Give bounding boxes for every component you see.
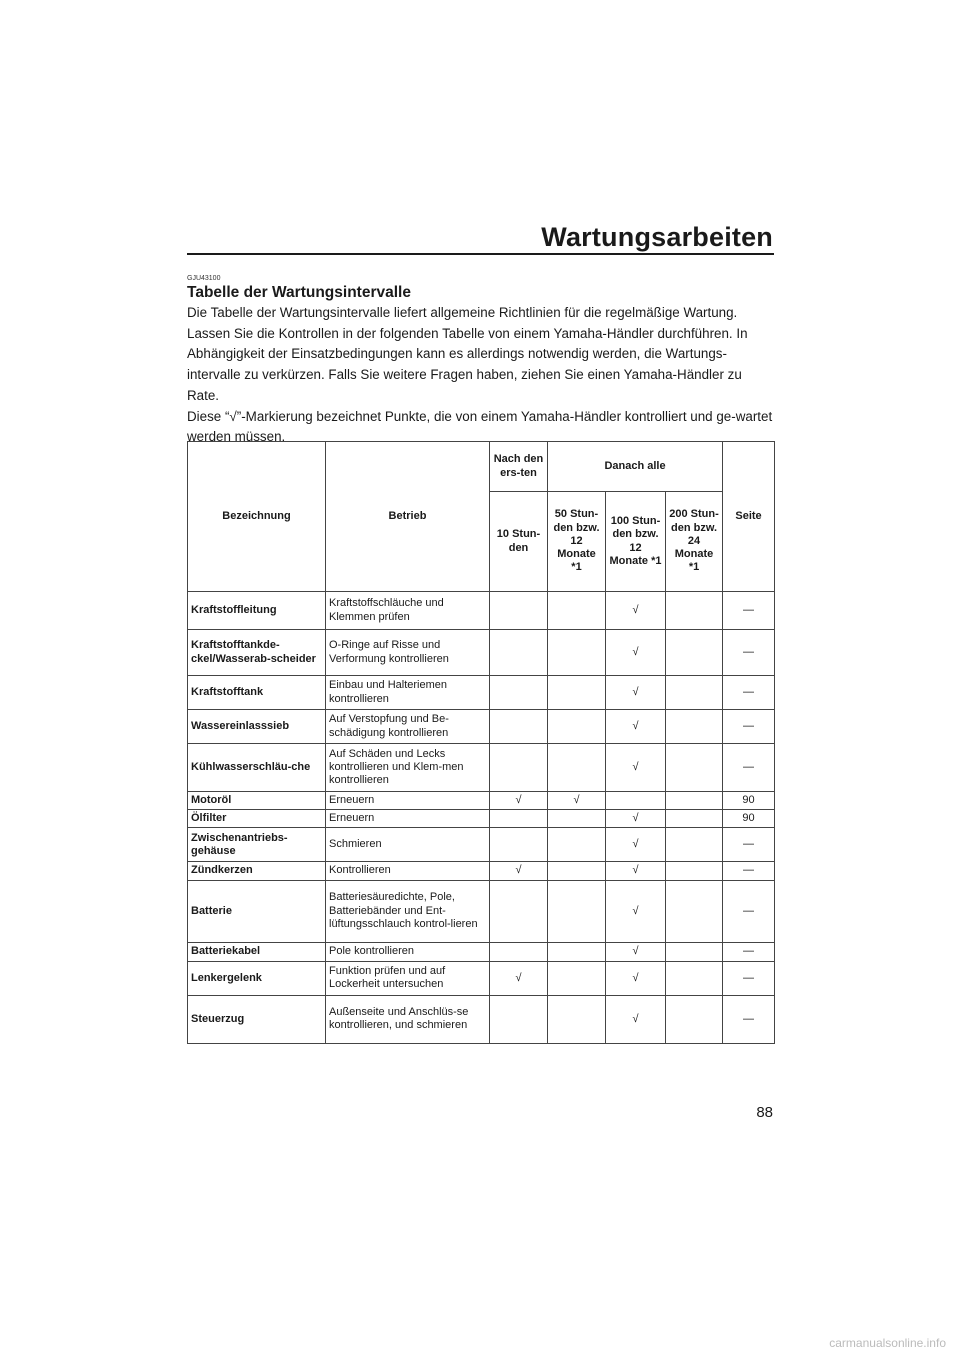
item-operation: Schmieren xyxy=(326,828,490,862)
item-name: Wassereinlasssieb xyxy=(188,710,326,744)
mark-50h xyxy=(548,592,606,630)
mark-10h xyxy=(490,744,548,792)
mark-50h xyxy=(548,828,606,862)
item-name: Kühlwasserschläu-che xyxy=(188,744,326,792)
section-code: GJU43100 xyxy=(187,275,221,282)
mark-200h xyxy=(666,880,723,942)
item-operation: Erneuern xyxy=(326,792,490,810)
mark-10h xyxy=(490,592,548,630)
table-row xyxy=(188,942,775,961)
mark-100h: √ xyxy=(606,710,666,744)
mark-100h: √ xyxy=(606,810,666,828)
item-name: Batterie xyxy=(188,880,326,942)
table-row xyxy=(188,744,775,792)
item-operation: Auf Schäden und Lecks kontrollieren und Klem-men kontrollieren xyxy=(326,744,490,792)
mark-100h: √ xyxy=(606,630,666,676)
mark-10h: √ xyxy=(490,862,548,880)
mark-50h: √ xyxy=(548,792,606,810)
item-operation: Pole kontrollieren xyxy=(326,942,490,961)
item-operation: Kontrollieren xyxy=(326,862,490,880)
header-10-stunden: 10 Stun-den xyxy=(490,492,548,592)
mark-100h: √ xyxy=(606,676,666,710)
watermark: carmanualsonline.info xyxy=(829,1336,946,1350)
mark-50h xyxy=(548,961,606,995)
item-page: — xyxy=(723,880,775,942)
table-row xyxy=(188,810,775,828)
item-page: — xyxy=(723,592,775,630)
mark-200h xyxy=(666,630,723,676)
mark-50h xyxy=(548,630,606,676)
item-name: Kraftstofftankde-ckel/Wasserab-scheider xyxy=(188,630,326,676)
item-name: Batteriekabel xyxy=(188,942,326,961)
item-operation: Kraftstoffschläuche und Klemmen prüfen xyxy=(326,592,490,630)
section-title: Tabelle der Wartungsintervalle xyxy=(187,284,411,301)
item-operation: Erneuern xyxy=(326,810,490,828)
mark-50h xyxy=(548,676,606,710)
item-name: Kraftstofftank xyxy=(188,676,326,710)
mark-10h: √ xyxy=(490,961,548,995)
item-operation: Einbau und Halteriemen kontrollieren xyxy=(326,676,490,710)
mark-200h xyxy=(666,744,723,792)
mark-100h: √ xyxy=(606,995,666,1043)
mark-10h xyxy=(490,880,548,942)
intro-paragraph-1: Die Tabelle der Wartungsintervalle liefert allgemeine Richtlinien für die regelmäßige Wartung. Lassen Sie die Kontrollen in der folgenden Tabelle von einem Yamaha-Händler durchführen. In Abhängigkeit der Einsatzbedingungen kann es allerdings notwendig werden, die Wartungs-intervalle zu verkürzen. Falls Sie weitere Fragen haben, ziehen Sie einen Yamaha-Händler zu Rate. xyxy=(187,305,748,403)
item-page: — xyxy=(723,676,775,710)
mark-200h xyxy=(666,995,723,1043)
header-200-stunden: 200 Stun-den bzw. 24 Monate *1 xyxy=(666,492,723,592)
item-page: 90 xyxy=(723,810,775,828)
mark-200h xyxy=(666,792,723,810)
mark-10h xyxy=(490,995,548,1043)
item-page: — xyxy=(723,961,775,995)
mark-100h: √ xyxy=(606,744,666,792)
mark-100h: √ xyxy=(606,828,666,862)
item-name: Motoröl xyxy=(188,792,326,810)
mark-50h xyxy=(548,744,606,792)
mark-10h xyxy=(490,676,548,710)
page-header-title: Wartungsarbeiten xyxy=(541,222,773,252)
table-row xyxy=(188,630,775,676)
mark-10h xyxy=(490,810,548,828)
mark-100h: √ xyxy=(606,961,666,995)
mark-200h xyxy=(666,710,723,744)
mark-100h: √ xyxy=(606,880,666,942)
table-row xyxy=(188,862,775,880)
mark-50h xyxy=(548,810,606,828)
item-operation: Funktion prüfen und auf Lockerheit untersuchen xyxy=(326,961,490,995)
item-operation: Außenseite und Anschlüs-se kontrollieren, und schmieren xyxy=(326,995,490,1043)
mark-50h xyxy=(548,862,606,880)
table-row xyxy=(188,961,775,995)
header-seite: Seite xyxy=(723,442,775,592)
item-name: Lenkergelenk xyxy=(188,961,326,995)
item-page: — xyxy=(723,630,775,676)
mark-10h xyxy=(490,828,548,862)
table-row xyxy=(188,995,775,1043)
header-nach-den-ersten: Nach den ers-ten xyxy=(490,442,548,492)
mark-100h: √ xyxy=(606,592,666,630)
item-page: — xyxy=(723,995,775,1043)
mark-50h xyxy=(548,995,606,1043)
item-operation: Batteriesäuredichte, Pole, Batteriebänder und Ent-lüftungsschlauch kontrol-lieren xyxy=(326,880,490,942)
mark-50h xyxy=(548,942,606,961)
item-name: Zwischenantriebs-gehäuse xyxy=(188,828,326,862)
item-operation: O-Ringe auf Risse und Verformung kontrollieren xyxy=(326,630,490,676)
mark-100h xyxy=(606,792,666,810)
intro-text xyxy=(187,303,775,448)
intro-paragraph-2: Diese “√”-Markierung bezeichnet Punkte, die von einem Yamaha-Händler kontrolliert und ge-wartet werden müssen. xyxy=(187,408,773,445)
item-operation: Auf Verstopfung und Be-schädigung kontrollieren xyxy=(326,710,490,744)
mark-200h xyxy=(666,862,723,880)
table-row xyxy=(188,828,775,862)
header-100-stunden: 100 Stun-den bzw. 12 Monate *1 xyxy=(606,492,666,592)
table-row xyxy=(188,710,775,744)
header-50-stunden: 50 Stun-den bzw. 12 Monate *1 xyxy=(548,492,606,592)
header-danach-alle: Danach alle xyxy=(548,442,723,492)
mark-50h xyxy=(548,880,606,942)
mark-200h xyxy=(666,592,723,630)
mark-100h: √ xyxy=(606,942,666,961)
table-row xyxy=(188,592,775,630)
mark-200h xyxy=(666,676,723,710)
mark-10h xyxy=(490,942,548,961)
item-page: — xyxy=(723,828,775,862)
table-row xyxy=(188,792,775,810)
table-row xyxy=(188,880,775,942)
mark-200h xyxy=(666,942,723,961)
item-name: Steuerzug xyxy=(188,995,326,1043)
item-name: Kraftstoffleitung xyxy=(188,592,326,630)
item-page: 90 xyxy=(723,792,775,810)
header-bezeichnung: Bezeichnung xyxy=(188,442,326,592)
mark-10h xyxy=(490,710,548,744)
mark-200h xyxy=(666,810,723,828)
mark-200h xyxy=(666,961,723,995)
mark-10h xyxy=(490,630,548,676)
mark-10h: √ xyxy=(490,792,548,810)
item-page: — xyxy=(723,710,775,744)
mark-50h xyxy=(548,710,606,744)
header-betrieb: Betrieb xyxy=(326,442,490,592)
mark-100h: √ xyxy=(606,862,666,880)
item-page: — xyxy=(723,942,775,961)
item-name: Ölfilter xyxy=(188,810,326,828)
maintenance-table xyxy=(187,441,775,1044)
item-page: — xyxy=(723,744,775,792)
item-name: Zündkerzen xyxy=(188,862,326,880)
header-rule xyxy=(187,253,774,255)
page-number: 88 xyxy=(756,1104,773,1121)
mark-200h xyxy=(666,828,723,862)
item-page: — xyxy=(723,862,775,880)
table-row xyxy=(188,676,775,710)
